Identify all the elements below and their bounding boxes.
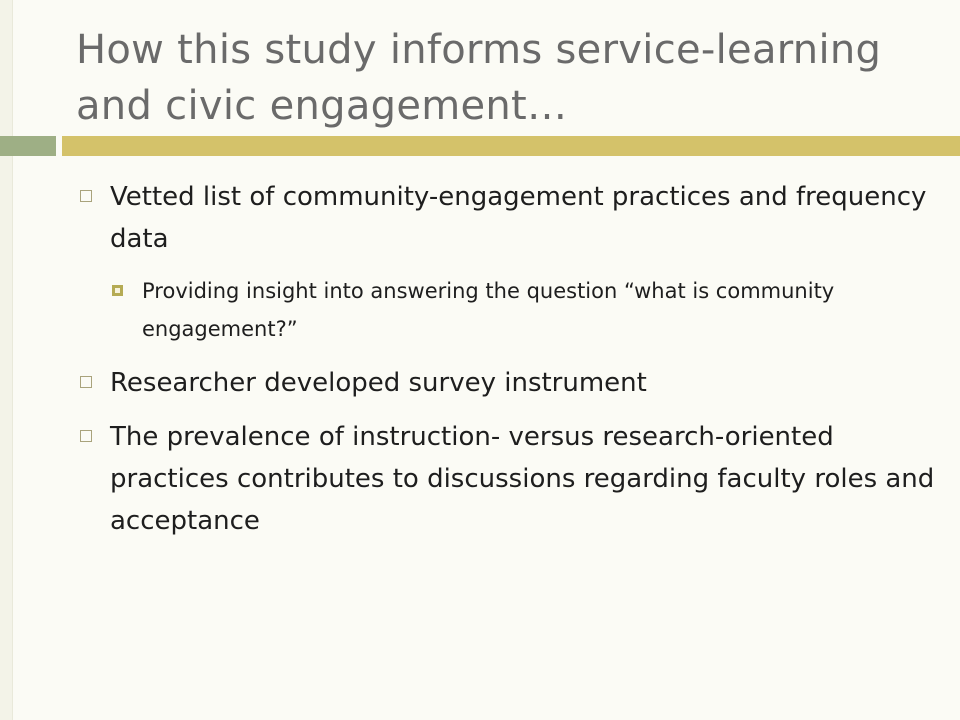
bullet-item xyxy=(78,416,938,542)
bullet-text: Researcher developed survey instrument xyxy=(110,368,647,398)
square-bullet-icon xyxy=(80,376,92,388)
bullet-list xyxy=(78,176,938,554)
square-bullet-icon xyxy=(80,430,92,442)
left-border-strip xyxy=(0,0,13,720)
bullet-item xyxy=(78,362,938,404)
filled-square-bullet-icon xyxy=(112,285,123,296)
bullet-item xyxy=(78,176,938,260)
bullet-text: Vetted list of community-engagement practices and frequency data xyxy=(110,182,927,254)
square-bullet-icon xyxy=(80,190,92,202)
bullet-text: The prevalence of instruction- versus research-oriented practices contributes to discussions regarding faculty roles and acceptance xyxy=(110,422,935,536)
sub-bullet-item xyxy=(112,272,938,348)
sub-bullet-text: Providing insight into answering the question “what is community engagement?” xyxy=(142,279,835,341)
slide-title: How this study informs service-learning and civic engagement… xyxy=(76,27,882,129)
title-rule-left xyxy=(0,136,56,156)
title-rule-right xyxy=(62,136,960,156)
